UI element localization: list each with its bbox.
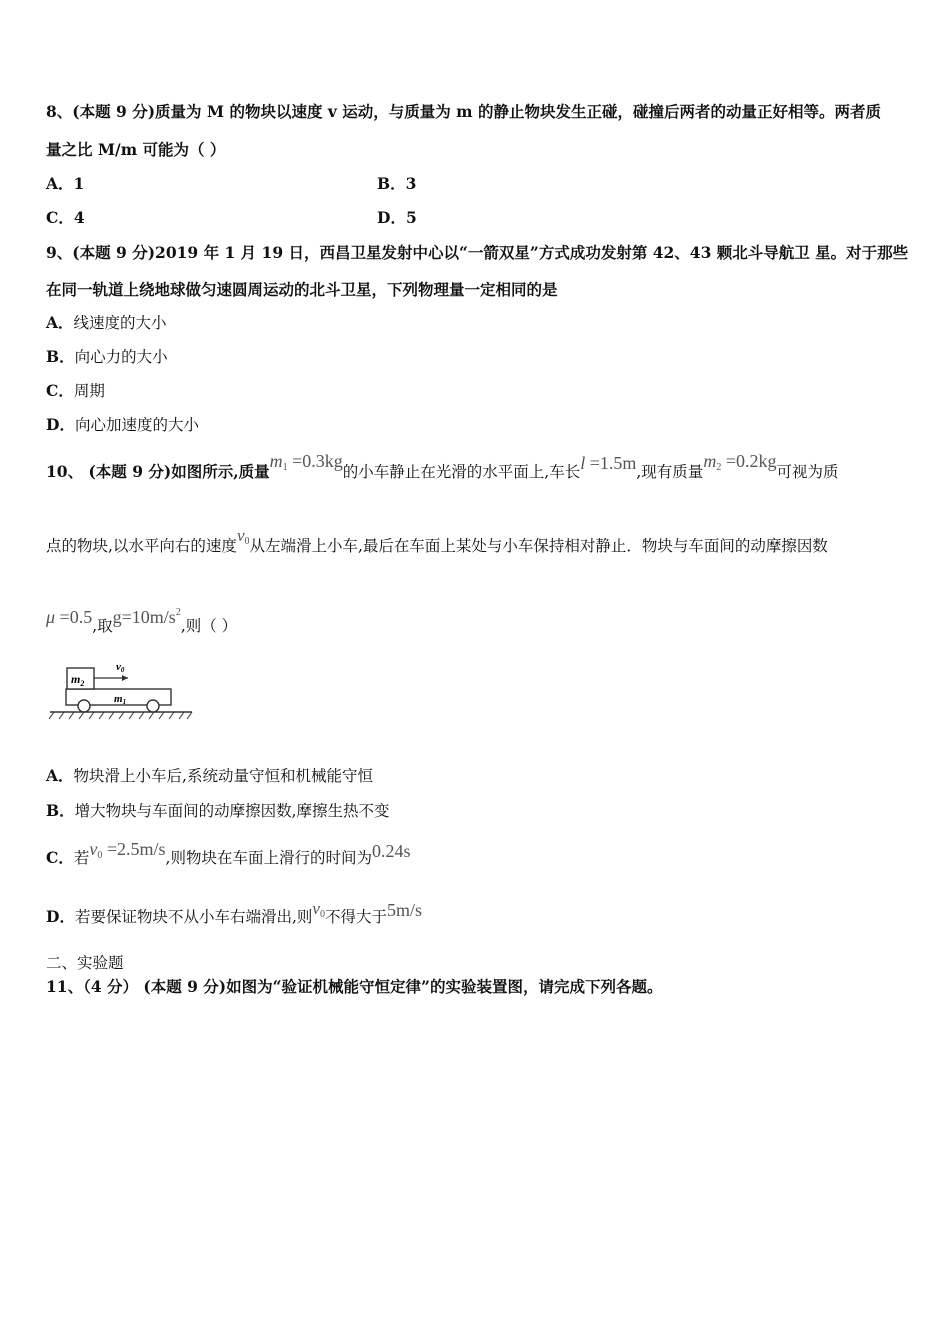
- option-text-pre: 若: [73, 849, 90, 867]
- cart-wheel-left: [78, 700, 90, 712]
- option-text: 物块滑上小车后,系统动量守恒和机械能守恒: [73, 767, 373, 785]
- option-label: C．: [46, 208, 74, 227]
- option-text: 5: [405, 208, 417, 227]
- q10-option-c: [46, 839, 411, 874]
- cart-label: m1: [114, 693, 127, 706]
- m1-formula: $m_1 =0.3kg$: [269, 451, 343, 473]
- q8-option-b: [377, 174, 416, 194]
- option-label: B．: [46, 347, 75, 366]
- q10-stem-line2: [46, 526, 828, 562]
- arrow-head-icon: [122, 675, 128, 681]
- q10-text-mid1: 的小车静止在光滑的水平面上,车长: [342, 463, 581, 481]
- cart-block-figure: [46, 656, 196, 722]
- ground-line: [49, 712, 192, 719]
- q10-option-b: [46, 801, 390, 821]
- q10-option-a: [46, 766, 373, 786]
- q9-stem-line2: 在同一轨道上绕地球做匀速圆周运动的北斗卫星，下列物理量一定相同的是: [46, 280, 558, 299]
- time-value: 0.24s: [371, 841, 411, 861]
- section-title: 二、实验题: [46, 954, 124, 972]
- q10-stem-line3: [46, 607, 238, 636]
- max-velocity-value: 5m/s: [386, 900, 422, 920]
- q9-option-a: [46, 313, 167, 333]
- cart-wheel-right: [147, 700, 159, 712]
- q10-text-line3a: ,取: [92, 617, 113, 635]
- q10-stem-line1: [46, 451, 839, 488]
- q9-option-b: [46, 347, 168, 367]
- q8-stem-line2: 量之比 M/m 可能为（ ）: [46, 140, 226, 159]
- q10-text-line2b: 从左端滑上小车,最后在车面上某处与小车保持相对静止．物块与车面间的动摩擦因数: [249, 537, 828, 555]
- option-label: A．: [46, 313, 74, 332]
- option-text-mid: 不得大于: [324, 908, 387, 926]
- option-label: C．: [46, 848, 74, 867]
- g-formula: $g=10m/s^2$: [112, 607, 181, 627]
- q8-stem-line1: 8、(本题 9 分)质量为 M 的物块以速度 v 运动，与质量为 m 的静止物块发生正碰，碰撞后两者的动量正好相等。两者质: [46, 102, 881, 121]
- q10-text-end1: 可视为质: [776, 463, 839, 481]
- length-formula: l =1.5m: [580, 453, 637, 473]
- option-text: 向心力的大小: [74, 348, 168, 366]
- option-label: B．: [377, 174, 406, 193]
- option-label: D．: [46, 415, 75, 434]
- q9-option-d: [46, 415, 199, 435]
- q8-option-d: [377, 208, 417, 228]
- option-label: A．: [46, 766, 74, 785]
- option-text: 增大物块与车面间的动摩擦因数,摩擦生热不变: [74, 802, 390, 820]
- velocity-label: v0: [116, 661, 125, 674]
- q11-stem-line1: 11、（4 分） (本题 9 分)如图为“验证机械能守恒定律”的实验装置图，请完成下列各题。: [46, 977, 663, 996]
- option-text: 1: [73, 174, 85, 193]
- option-text: 向心加速度的大小: [74, 416, 199, 434]
- q9-stem-line1: 9、(本题 9 分)2019 年 1 月 19 日，西昌卫星发射中心以“一箭双星”方式成功发射第 42、43 颗北斗导航卫 星。对于那些: [46, 243, 909, 262]
- q10-text-mid2: ,现有质量: [636, 463, 704, 481]
- mu-formula: μ =0.5: [46, 607, 93, 627]
- q10-option-d: [46, 899, 422, 933]
- q10-text-line2a: 点的物块,以水平向右的速度: [46, 537, 237, 555]
- v0-formula: $v_0 =2.5m/s$: [89, 839, 166, 861]
- option-label: D．: [46, 907, 75, 926]
- q8-option-c: [46, 208, 85, 228]
- q10-prefix: 10、 (本题 9 分)如图所示,质量: [46, 462, 270, 481]
- option-text-pre: 若要保证物块不从小车右端滑出,则: [74, 908, 313, 926]
- option-label: A．: [46, 174, 74, 193]
- q8-option-a: [46, 174, 84, 194]
- q10-text-line3b: ,则（ ）: [180, 617, 238, 635]
- m2-formula: $m_2 =0.2kg$: [703, 451, 777, 473]
- option-label: D．: [377, 208, 406, 227]
- v0-symbol: $v_0$: [236, 526, 250, 547]
- option-text: 3: [405, 174, 417, 193]
- option-text: 4: [73, 208, 85, 227]
- option-label: B．: [46, 801, 75, 820]
- block-label: $m_2$: [71, 672, 85, 688]
- option-text-mid: ,则物块在车面上滑行的时间为: [165, 849, 372, 867]
- option-text: 线速度的大小: [73, 314, 167, 332]
- option-text: 周期: [73, 382, 105, 400]
- q9-option-c: [46, 381, 105, 401]
- v0-symbol: $v_0$: [312, 899, 325, 920]
- option-label: C．: [46, 381, 74, 400]
